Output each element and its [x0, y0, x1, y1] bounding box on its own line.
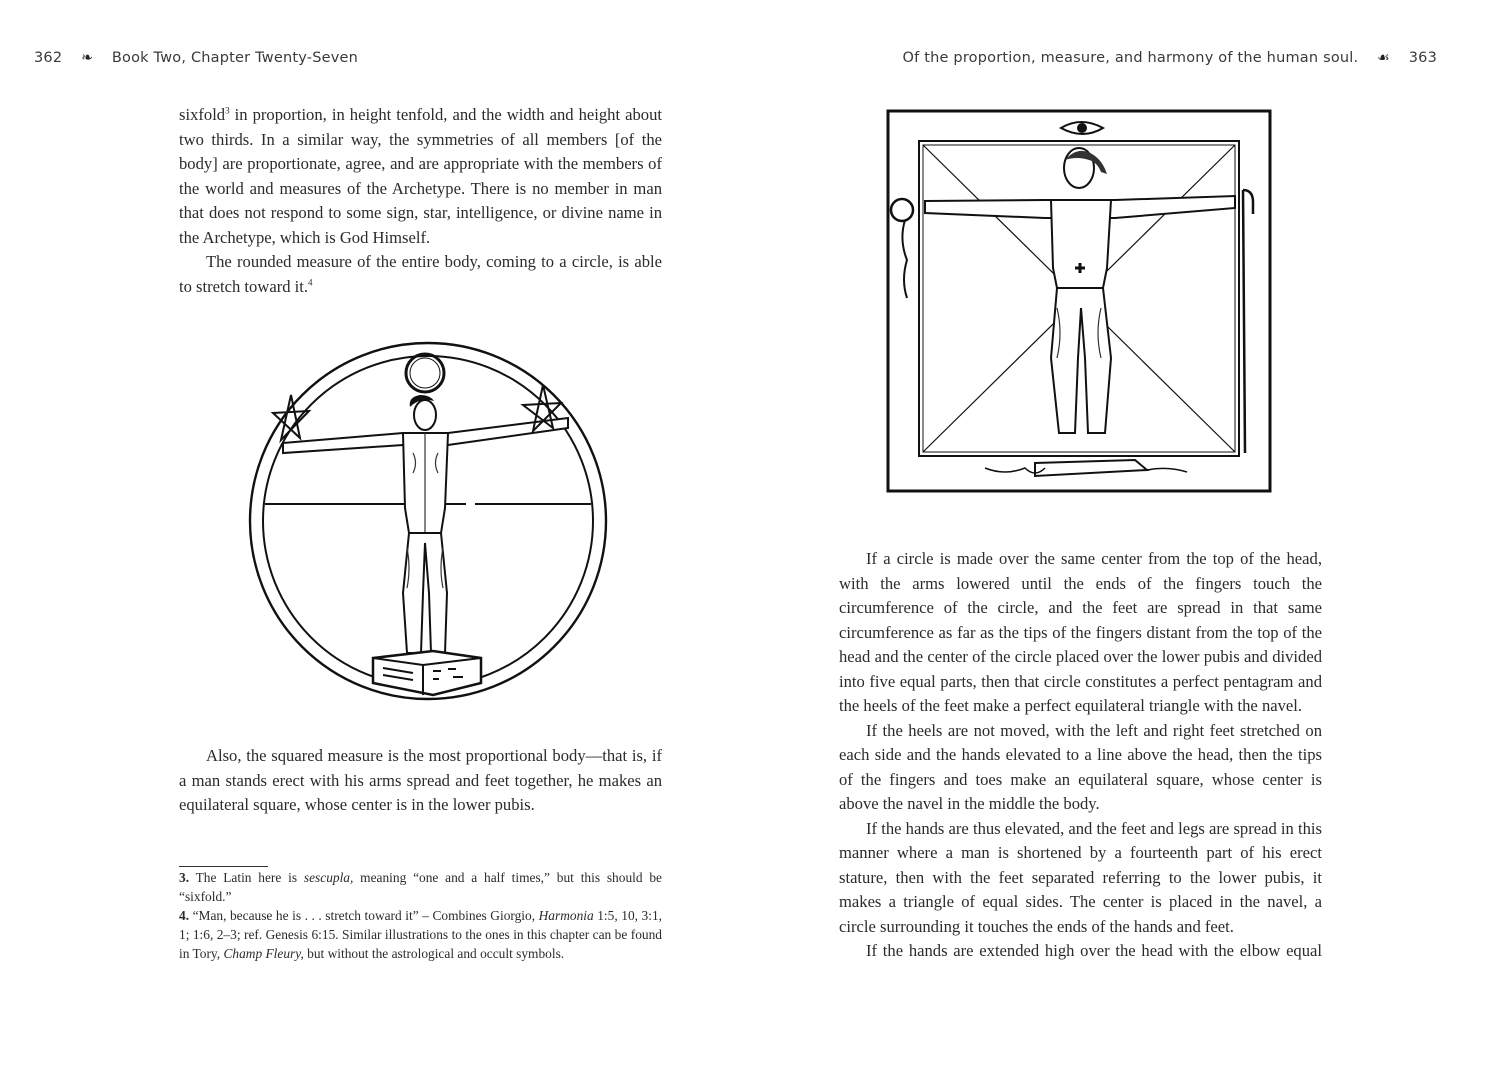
page-number-left: 362	[34, 50, 63, 66]
body-text-right	[839, 547, 1322, 964]
left-running-head	[34, 50, 358, 66]
body-text-top	[179, 103, 662, 299]
paragraph: If a circle is made over the same center from the top of the head, with the arms lowered until the ends of the fingers touch the circumference of the circle, and the feet are spread in that same circumference as far as the tips of the fingers distant from the top of the head and the center of the circle placed over the lower pubis and divided into five equal parts, then that circle constitutes a perfect pentagram and the heels of the feet make a perfect equilateral triangle with the navel.	[839, 549, 1322, 715]
circle-man-illustration-icon	[243, 333, 613, 713]
footnote-ref-4[interactable]: 4	[308, 276, 313, 287]
paragraph: If the heels are not moved, with the left and right feet stretched on each side and the hands elevated to a line above the head, then the tips of the fingers and toes make an equilateral square, whose center is above the navel in the middle the body.	[839, 720, 1322, 813]
section-title: Of the proportion, measure, and harmony of the human soul.	[902, 50, 1359, 66]
footnote-4: 4. “Man, because he is . . . stretch toward it” – Combines Giorgio, Harmonia 1:5, 10, 3:1, 1; 1:6, 2–3; ref. Genesis 6:15. Similar illustrations to the ones in this chapter can be found in Tory, Champ Fleury, but without the astrological and occult symbols.	[179, 908, 662, 961]
paragraph: If the hands are extended high over the head with the elbow equal	[866, 941, 1322, 960]
fleuron-ornament-icon: ❧	[81, 50, 94, 66]
square-man-illustration-icon	[885, 108, 1273, 494]
footnote-3: 3. The Latin here is sescupla, meaning “one and a half times,” but this should be “sixfold.”	[179, 870, 663, 904]
footnotes	[179, 868, 662, 963]
footnote-ref-3[interactable]: 3	[225, 105, 230, 116]
paragraph: The rounded measure of the entire body, coming to a circle, is able to stretch toward it.$^4$	[179, 252, 662, 296]
page-number-right: 363	[1408, 50, 1437, 66]
footnote-divider	[179, 866, 268, 867]
fleuron-ornament-icon: ☙	[1377, 50, 1390, 66]
paragraph: If the hands are thus elevated, and the feet and legs are spread in this manner where a man is shortened by a fourteenth part of his erect stature, then with the feet separated referring to the lower pubis, it makes a triangle of equal sides. The center is placed in the navel, a circle surrounding it touches the ends of the hands and feet.	[839, 818, 1322, 936]
circle-man-figure	[243, 333, 613, 713]
paragraph: Also, the squared measure is the most proportional body—that is, if a man stands erect with his arms spread and feet together, he makes an equilateral square, whose center is in the lower pubis.	[179, 746, 662, 814]
paragraph: sixfold$^3$ in proportion, in height tenfold, and the width and height about two thirds. In a similar way, the symmetries of all members [of the body] are proportionate, agree, and are appropriate with the members of the world and measures of the Archetype. There is no member in man that does not respond to some sign, star, intelligence, or divine name in the Archetype, which is God Himself.	[179, 105, 662, 247]
body-text-mid	[179, 744, 662, 818]
right-page	[750, 0, 1500, 1071]
chapter-title: Book Two, Chapter Twenty-Seven	[111, 50, 359, 66]
square-man-figure	[885, 108, 1273, 494]
right-running-head	[903, 50, 1438, 66]
